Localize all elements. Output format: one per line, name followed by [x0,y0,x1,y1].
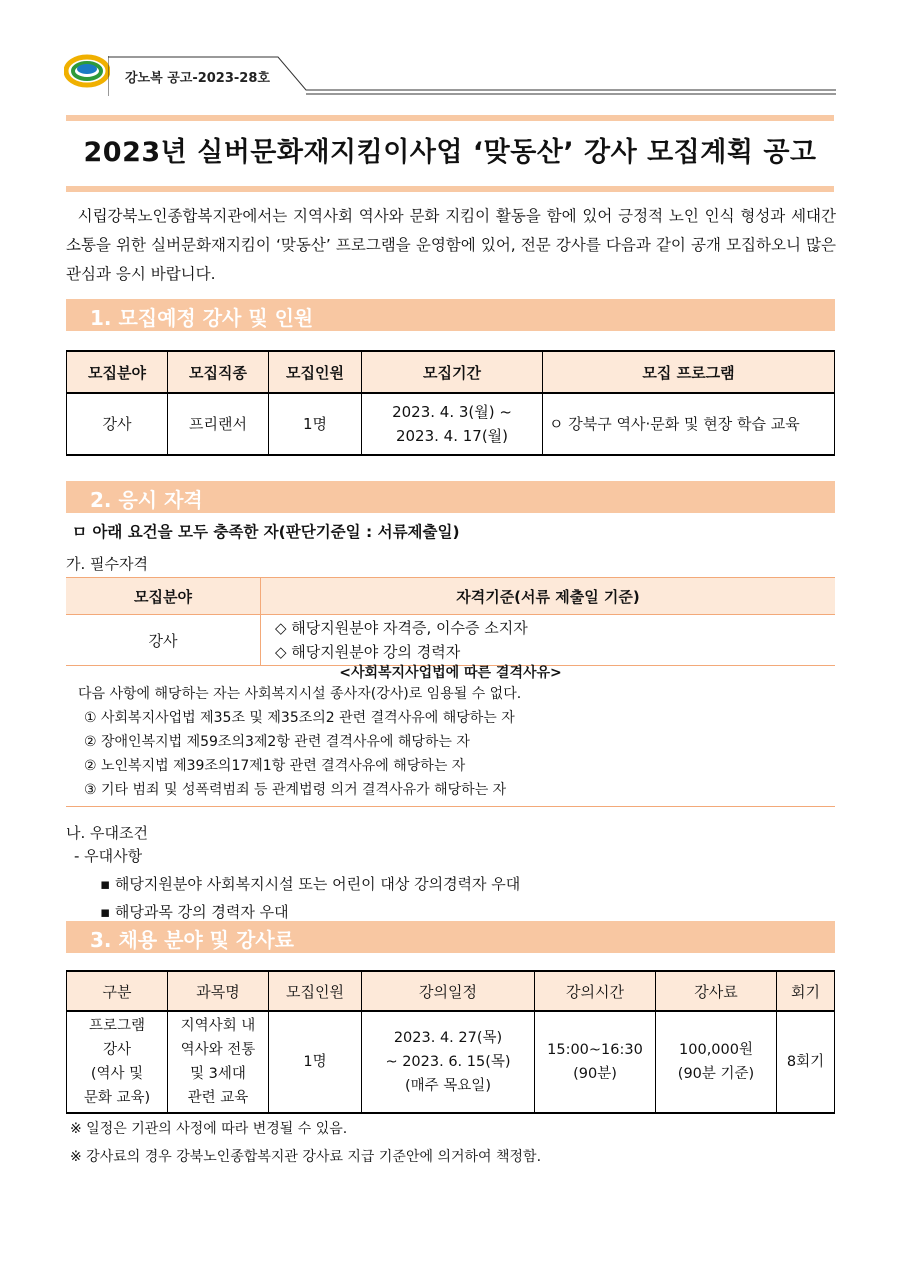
col-header: 강의시간 [535,971,656,1011]
preference-heading: - 우대사항 [74,847,143,865]
requirement-text: ㅁ 아래 요건을 모두 충족한 자(판단기준일 : 서류제출일) [72,523,460,541]
cell-time: 15:00~16:30 (90분) [535,1011,656,1113]
cell-count: 1명 [269,393,362,455]
disqualification-item: ② 노인복지법 제39조의17제1항 관련 결격사유에 해당하는 자 [84,758,466,774]
col-header: 모집분야 [67,351,168,393]
note: ※ 강사료의 경우 강북노인종합복지관 강사료 지급 기준안에 의거하여 책정함. [70,1149,542,1165]
cell-fee: 100,000원 (90분 기준) [656,1011,777,1113]
cell-program: ㅇ 강북구 역사·문화 및 현장 학습 교육 [543,393,835,455]
page-title: 2023년 실버문화재지킴이사업 ‘맞동산’ 강사 모집계획 공고 [83,137,817,168]
col-header: 모집분야 [66,578,261,615]
cell-schedule: 2023. 4. 27(목) ~ 2023. 6. 15(목) (매주 목요일) [362,1011,535,1113]
fee-table [66,970,835,1114]
cell-period: 2023. 4. 3(월) ~ 2023. 4. 17(월) [362,393,543,455]
notice-number: 강노복 공고-2023-28호 [125,71,270,86]
cell-count: 1명 [269,1011,362,1113]
section-1-header [66,299,835,331]
col-header: 과목명 [168,971,269,1011]
disqualification-intro: 다음 사항에 해당하는 자는 사회복지시설 종사자(강사)로 임용될 수 없다. [78,686,522,702]
qualification-table [66,577,835,666]
cell-sessions: 8회기 [777,1011,835,1113]
section-3-header [66,921,835,953]
col-header: 모집인원 [269,971,362,1011]
preference-item: ▪ 해당지원분야 사회복지시설 또는 어린이 대상 강의경력자 우대 [100,875,521,893]
disqualification-title: <사회복지사업법에 따른 결격사유> [339,665,562,681]
disqualification-box [66,660,835,807]
col-header: 모집기간 [362,351,543,393]
col-header: 강사료 [656,971,777,1011]
sub-heading-preference: 나. 우대조건 [66,824,148,842]
cell-subject: 지역사회 내 역사와 전통 및 3세대 관련 교육 [168,1011,269,1113]
col-header: 모집직종 [168,351,269,393]
section-3-title: 3. 채용 분야 및 강사료 [90,928,294,952]
disqualification-item: ② 장애인복지법 제59조의3제2항 관련 결격사유에 해당하는 자 [84,734,470,750]
title-top-bar [66,115,834,121]
cell-field: 강사 [67,393,168,455]
note: ※ 일정은 기관의 사정에 따라 변경될 수 있음. [70,1121,348,1137]
section-2-title: 2. 응시 자격 [90,488,203,512]
section-2-header [66,481,835,513]
sub-heading-required: 가. 필수자격 [66,555,148,573]
disqualification-item: ① 사회복지사업법 제35조 및 제35조의2 관련 결격사유에 해당하는 자 [84,710,515,726]
preference-item: ▪ 해당과목 강의 경력자 우대 [100,903,289,921]
cell-category: 프로그램 강사 (역사 및 문화 교육) [67,1011,168,1113]
col-header: 구분 [67,971,168,1011]
cell-field: 강사 [66,615,261,666]
cell-type: 프리랜서 [168,393,269,455]
section-1-title: 1. 모집예정 강사 및 인원 [90,306,314,330]
disqualification-item: ③ 기타 범죄 및 성폭력범죄 등 관계법령 의거 결격사유가 해당하는 자 [84,782,507,798]
col-header: 자격기준(서류 제출일 기준) [261,578,836,615]
intro-paragraph: 시립강북노인종합복지관에서는 지역사회 역사와 문화 지킴이 활동을 함에 있어 긍정적 노인 인식 형성과 세대간 소통을 위한 실버문화재지킴이 ‘맞동산’ 프로그램을 운영함에 있어, 전문 강사를 다음과 같이 공개 모집하오니 많은 관심과 응시 바랍니다. [66,207,836,283]
col-header: 회기 [777,971,835,1011]
col-header: 강의일정 [362,971,535,1011]
cell-qualifications: ◇ 해당지원분야 자격증, 이수증 소지자 ◇ 해당지원분야 강의 경력자 [261,615,836,666]
col-header: 모집 프로그램 [543,351,835,393]
title-bottom-bar [66,186,834,192]
organization-logo [64,54,110,88]
col-header: 모집인원 [269,351,362,393]
recruitment-table [66,350,835,456]
